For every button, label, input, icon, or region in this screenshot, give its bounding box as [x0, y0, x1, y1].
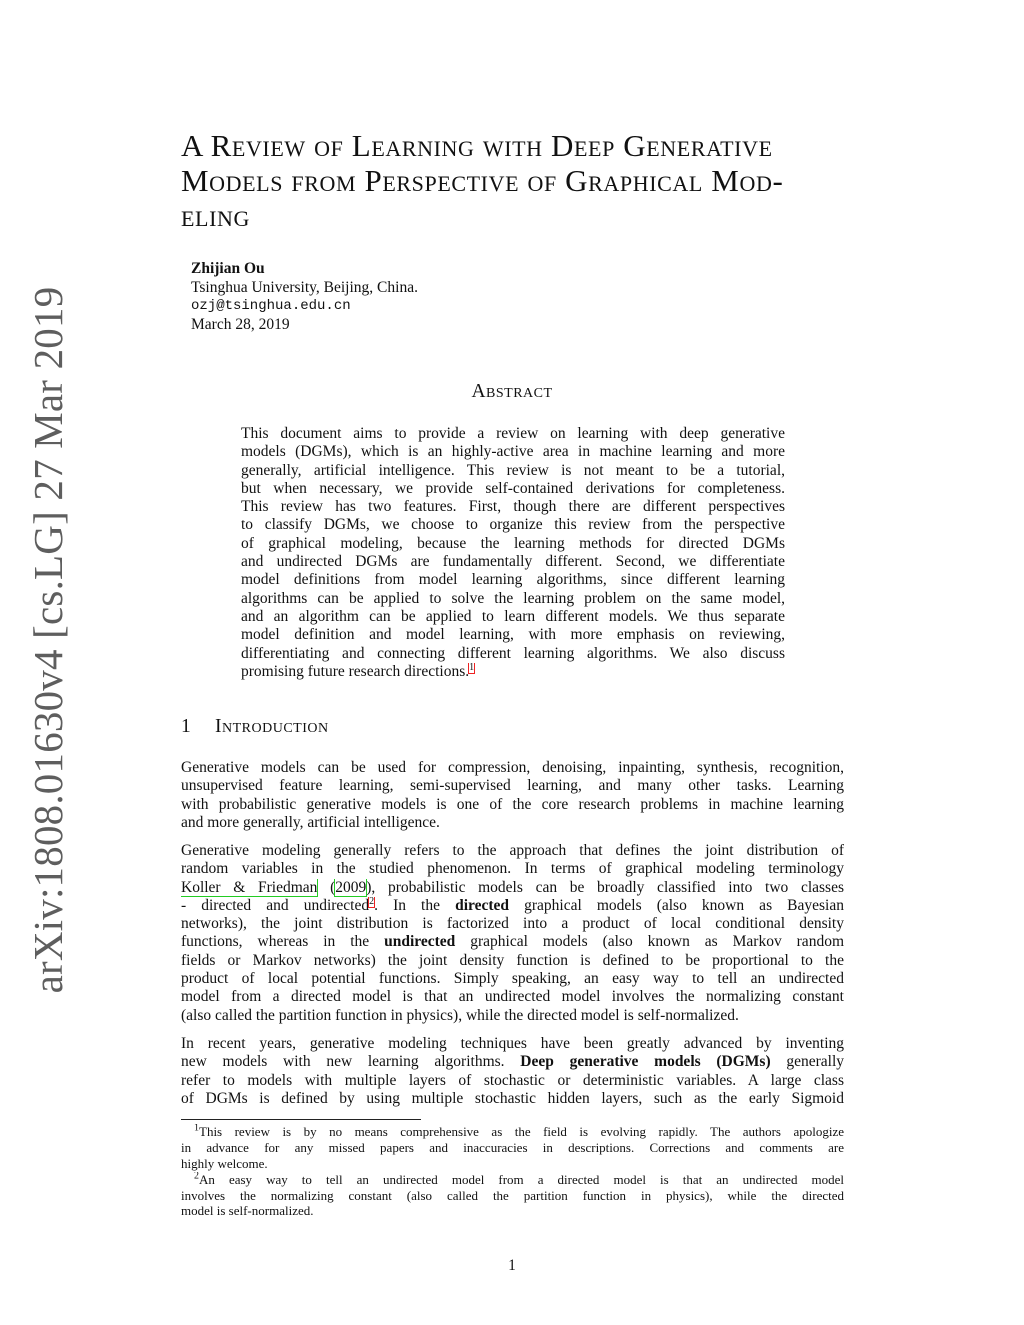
text-line	[181, 897, 844, 915]
abstract-line: differentiating and connecting different learning algorithms. We also discuss	[241, 644, 785, 662]
arxiv-identifier: arXiv:1808.01630v4 [cs.LG] 27 Mar 2019	[25, 286, 71, 994]
title-line: A Review of Learning with Deep Generative	[181, 128, 773, 163]
text-line: with probabilistic generative models is one of the core research problems in machine learning	[181, 795, 844, 813]
paper-title	[181, 128, 851, 233]
paragraph-3	[181, 1035, 844, 1108]
text-span: graphical models (also known as Markov random	[455, 933, 844, 951]
footnote-line: highly welcome.	[181, 1155, 268, 1171]
section-heading	[181, 716, 329, 738]
footnote-line: involves the normalizing constant (also called the partition function in physics), while the directed	[181, 1187, 844, 1203]
paragraph-2	[181, 842, 844, 1025]
footnote-line	[181, 1124, 844, 1140]
text-span: An easy way to tell an undirected model from a directed model is that an undirected model	[199, 1171, 844, 1187]
text-span: , probabilistic models can be broadly classified into two classes	[371, 878, 844, 896]
title-line: eling	[181, 198, 250, 233]
author-block	[191, 260, 418, 334]
text-span: graphical models (also known as Bayesian	[509, 896, 844, 914]
abstract-line: This document aims to provide a review on learning with deep generative	[241, 425, 785, 442]
section-title: Introduction	[215, 716, 329, 737]
page-number: 1	[508, 1257, 516, 1274]
abstract-line: generally, artificial intelligence. This review is not meant to be a tutorial,	[241, 461, 785, 479]
text-line: random variables in the studied phenomenon. In terms of graphical modeling terminology	[181, 860, 844, 878]
text-span: . In the	[374, 896, 456, 914]
abstract-line: and an algorithm can be applied to learn different models. We thus separate	[241, 607, 785, 625]
citation-link-year[interactable]: 2009	[335, 878, 367, 896]
citation-link-authors[interactable]: Koller & Friedman	[181, 878, 318, 896]
paragraph-1	[181, 759, 844, 832]
text-line	[181, 1053, 844, 1071]
text-span: generally	[770, 1053, 844, 1071]
abstract-line: This review has two features. First, though there are different perspectives	[241, 498, 785, 516]
abstract-body	[241, 425, 785, 681]
text-line: (also called the partition function in physics), while the directed model is self-normalized.	[181, 1006, 739, 1024]
text-line	[181, 933, 844, 951]
text-line: In recent years, generative modeling techniques have been greatly advanced by inventing	[181, 1035, 844, 1052]
bold-term: undirected	[384, 933, 456, 951]
footnote-mark: 2	[194, 1171, 199, 1182]
abstract-line: and undirected DGMs are fundamentally different. Second, we differentiate	[241, 553, 785, 571]
abstract-line: algorithms can be applied to solve the learning problem on the same model,	[241, 589, 785, 607]
abstract-line: to classify DGMs, we choose to organize this review from the perspective	[241, 516, 785, 534]
footnotes	[181, 1124, 844, 1219]
text-span: new models with new learning algorithms.	[181, 1053, 521, 1071]
text-line: fields or Markov networks) the joint density function is defined to be proportional to the	[181, 951, 844, 969]
footnote-line: in advance for any missed papers and inaccuracies in descriptions. Corrections and comments are	[181, 1139, 844, 1155]
text-line: refer to models with multiple layers of stochastic or deterministic variables. A large class	[181, 1071, 844, 1089]
footnote-1-link[interactable]: 1	[469, 662, 475, 673]
abstract-last-text: promising future research directions.	[241, 662, 470, 680]
abstract-heading: Abstract	[471, 381, 553, 402]
footnote-divider	[181, 1119, 421, 1120]
abstract-line: but when necessary, we provide self-contained derivations for completeness.	[241, 479, 785, 497]
bold-term: directed	[455, 896, 510, 914]
author-email[interactable]: ozj@tsinghua.edu.cn	[191, 298, 351, 314]
footnote-line: model is self-normalized.	[181, 1203, 314, 1219]
text-line: networks), the joint distribution is factorized into a product of local conditional density	[181, 915, 844, 933]
text-span: functions, whereas in the	[181, 933, 385, 951]
bold-term: Deep generative models (DGMs)	[520, 1053, 771, 1071]
text-line: of DGMs is defined by using multiple stochastic hidden layers, such as the early Sigmoid	[181, 1089, 844, 1107]
text-line: model from a directed model is that an undirected model involves the normalizing constant	[181, 988, 844, 1006]
text-line: and more generally, artificial intelligence.	[181, 813, 440, 831]
text-span: This review is by no means comprehensive as the field is evolving rapidly. The authors apologize	[199, 1124, 844, 1139]
text-line: Koller & Friedman (2009), probabilistic models can be broadly classified into two classes	[181, 878, 844, 896]
text-span: - directed and undirected	[181, 896, 370, 914]
footnote-line	[181, 1172, 844, 1188]
text-line: Generative modeling generally refers to the approach that defines the joint distribution of	[181, 842, 844, 859]
abstract-line	[241, 663, 785, 681]
author-name: Zhijian Ou	[191, 260, 265, 277]
paper-date: March 28, 2019	[191, 315, 290, 333]
section-number: 1	[181, 716, 192, 737]
abstract-line: model definitions from model learning algorithms, since different learning	[241, 571, 785, 589]
title-line: Models from Perspective of Graphical Mod-	[181, 163, 784, 198]
abstract-line: model definition and model learning, with more emphasis on reviewing,	[241, 626, 785, 644]
footnote-2-link[interactable]: 2	[369, 896, 375, 907]
abstract-line: of graphical modeling, because the learning methods for directed DGMs	[241, 534, 785, 552]
abstract-line: models (DGMs), which is an highly-active area in machine learning and more	[241, 443, 785, 461]
text-line: unsupervised feature learning, semi-supervised learning, and many other tasks. Learning	[181, 777, 844, 795]
footnote-mark: 1	[194, 1124, 199, 1134]
text-line: product of local potential functions. Simply speaking, an easy way to tell an undirected	[181, 970, 844, 988]
text-line: Generative models can be used for compression, denoising, inpainting, synthesis, recognition,	[181, 759, 844, 776]
author-affiliation: Tsinghua University, Beijing, China.	[191, 278, 418, 296]
